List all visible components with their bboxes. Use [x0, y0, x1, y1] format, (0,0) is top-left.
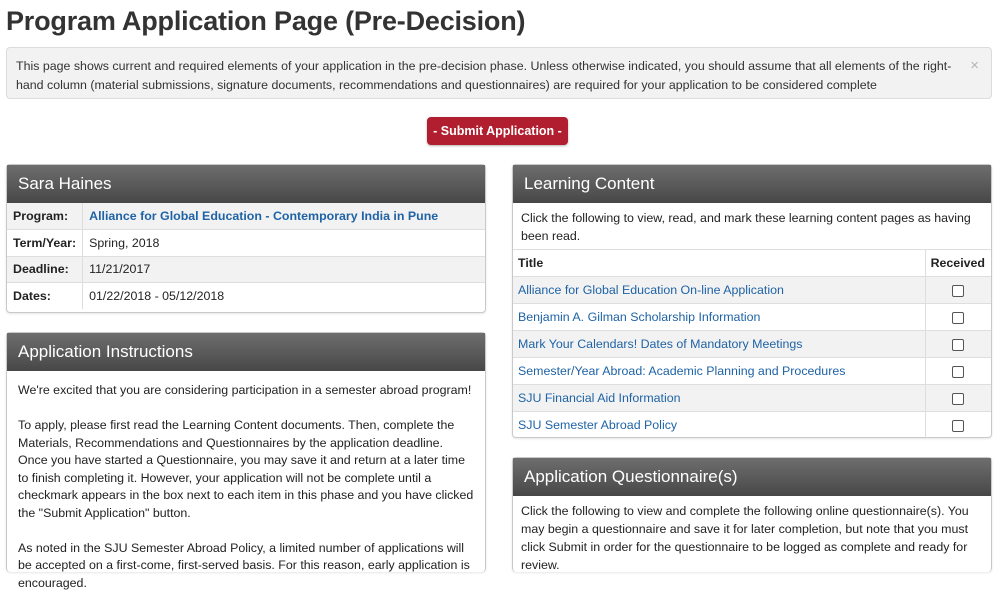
table-row — [513, 277, 991, 304]
instructions-paragraph: As noted in the SJU Semester Abroad Policy, a limited number of applications will be accepted on a first-come, first-served basis. For this reason, early application is encouraged. — [18, 540, 474, 592]
instructions-body — [7, 371, 485, 592]
dates-label: Dates: — [7, 283, 83, 310]
instructions-panel — [6, 332, 486, 572]
table-row — [513, 385, 991, 412]
table-row — [513, 412, 991, 439]
table-header-row — [513, 250, 991, 277]
alert-text: This page shows current and required elements of your application in the pre-decision phase. Unless otherwise indicated, you should assume that all elements of the right-hand column (material submissions, signature documents, recommendations and questionnaires) are required for your application to be considered complete — [16, 59, 951, 92]
applicant-name: Sara Haines — [7, 165, 485, 203]
questionnaires-panel — [512, 457, 992, 572]
table-row — [513, 358, 991, 385]
page-title: Program Application Page (Pre-Decision) — [6, 6, 525, 37]
term-value: Spring, 2018 — [83, 230, 485, 257]
column-header-received: Received — [925, 250, 991, 277]
close-icon[interactable]: × — [970, 58, 979, 73]
table-row — [513, 331, 991, 358]
program-link[interactable]: Alliance for Global Education - Contemporary India in Pune — [83, 203, 485, 230]
learning-content-intro: Click the following to view, read, and mark these learning content pages as having been read. — [513, 203, 991, 249]
submit-application-button[interactable]: - Submit Application - — [427, 117, 568, 145]
table-row — [7, 230, 485, 257]
deadline-value: 11/21/2017 — [83, 256, 485, 283]
instructions-title: Application Instructions — [7, 333, 485, 371]
table-row — [513, 304, 991, 331]
questionnaires-title: Application Questionnaire(s) — [513, 458, 991, 496]
applicant-info-table — [7, 203, 485, 309]
received-checkbox[interactable] — [952, 366, 964, 378]
learning-content-link[interactable]: Mark Your Calendars! Dates of Mandatory Meetings — [513, 331, 925, 358]
received-checkbox[interactable] — [952, 339, 964, 351]
learning-content-table — [513, 249, 991, 439]
column-header-title: Title — [513, 250, 925, 277]
dates-value: 01/22/2018 - 05/12/2018 — [83, 283, 485, 310]
info-alert — [6, 47, 992, 99]
program-label: Program: — [7, 203, 83, 230]
received-checkbox[interactable] — [952, 420, 964, 432]
learning-content-link[interactable]: SJU Financial Aid Information — [513, 385, 925, 412]
learning-content-link[interactable]: Semester/Year Abroad: Academic Planning and Procedures — [513, 358, 925, 385]
learning-content-title: Learning Content — [513, 165, 991, 203]
learning-content-link[interactable]: Benjamin A. Gilman Scholarship Information — [513, 304, 925, 331]
learning-content-panel — [512, 164, 992, 438]
received-checkbox[interactable] — [952, 393, 964, 405]
learning-content-link[interactable]: SJU Semester Abroad Policy — [513, 412, 925, 439]
deadline-label: Deadline: — [7, 256, 83, 283]
table-row — [7, 283, 485, 310]
received-checkbox[interactable] — [952, 312, 964, 324]
learning-content-link[interactable]: Alliance for Global Education On-line Application — [513, 277, 925, 304]
term-label: Term/Year: — [7, 230, 83, 257]
questionnaires-intro: Click the following to view and complete the following online questionnaire(s). You may begin a questionnaire and save it for later completion, but note that you must click Submit in order for the questionnaire to be logged as complete and ready for review. — [513, 496, 991, 578]
instructions-paragraph: To apply, please first read the Learning Content documents. Then, complete the Materials, Recommendations and Questionnaires by the application deadline. Once you have started a Questionnaire, you may save it and return at a later time to finish completing it. However, your application will not be complete until a checkmark appears in the box next to each item in this phase and you have clicked the "Submit Application" button. — [18, 417, 474, 522]
received-checkbox[interactable] — [952, 285, 964, 297]
applicant-panel — [6, 164, 486, 313]
instructions-paragraph: We're excited that you are considering participation in a semester abroad program! — [18, 382, 474, 400]
table-row — [7, 203, 485, 230]
table-row — [7, 256, 485, 283]
